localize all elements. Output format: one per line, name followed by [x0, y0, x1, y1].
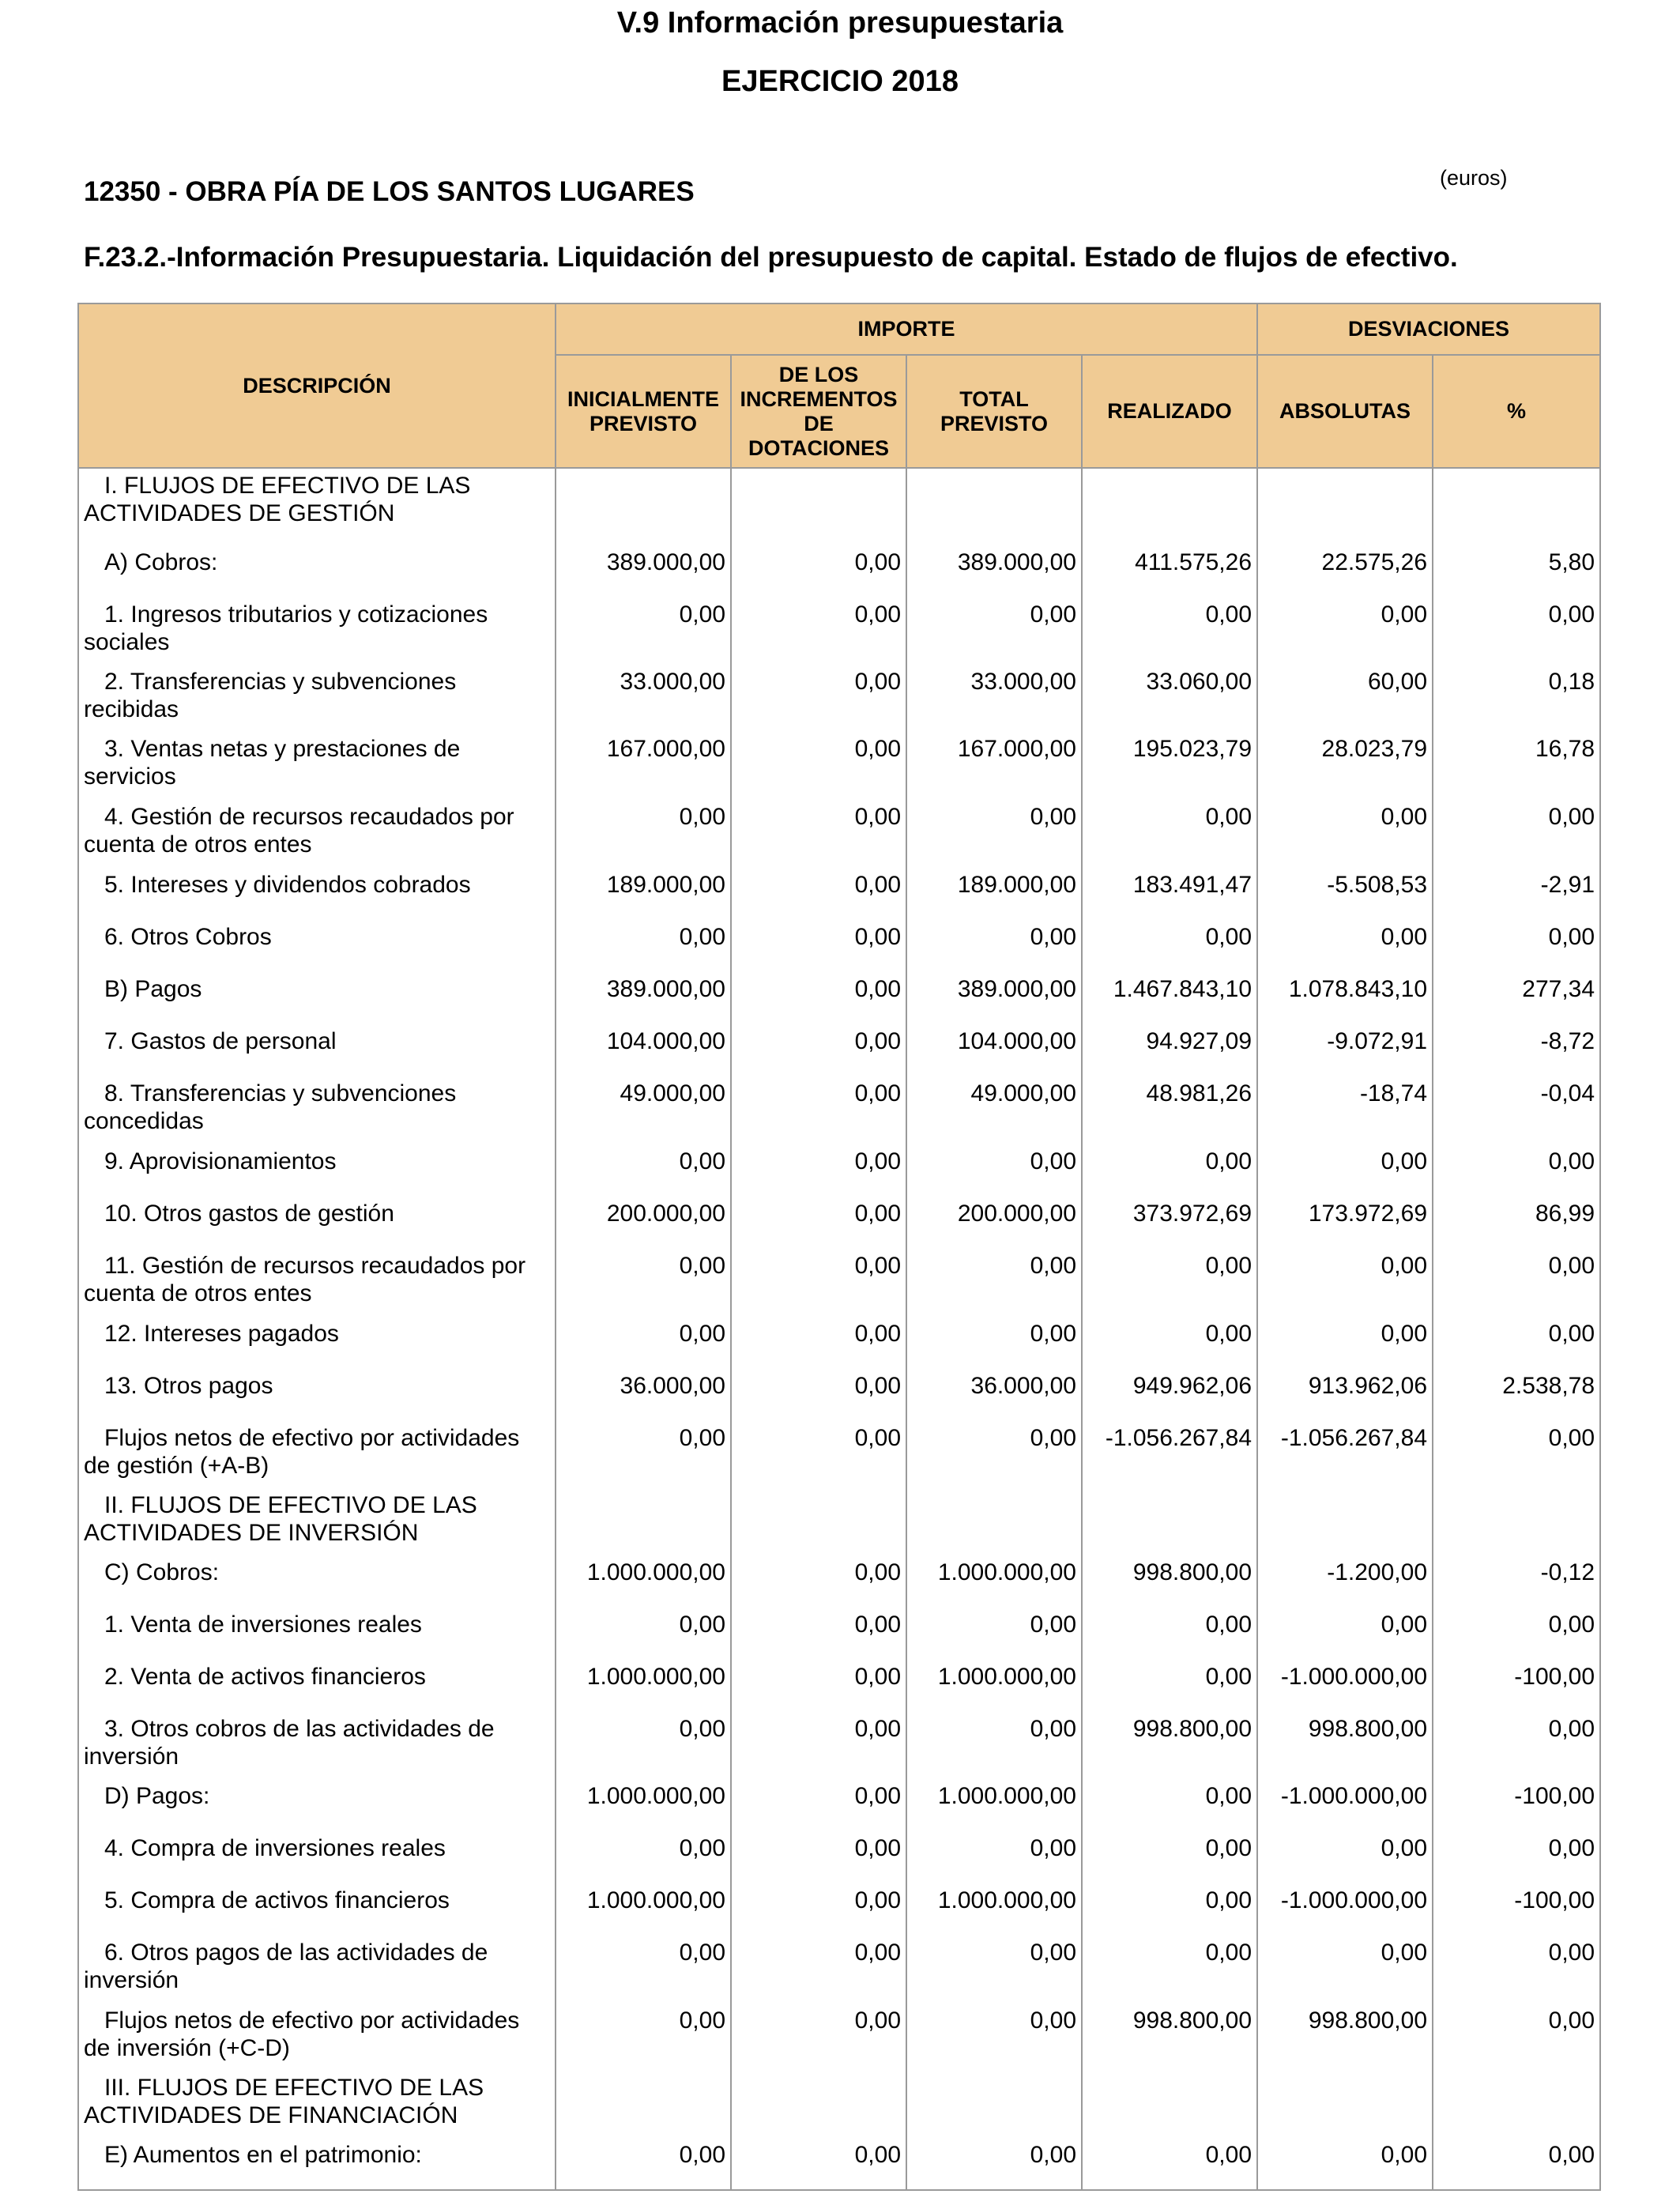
cell-porcentaje — [1433, 2071, 1600, 2138]
row-description: D) Pagos: — [78, 1779, 556, 1831]
cell-porcentaje: 5,80 — [1433, 545, 1600, 598]
cell-absolutas: -18,74 — [1257, 1076, 1433, 1144]
cell-absolutas: 0,00 — [1257, 1249, 1433, 1317]
row-description: 5. Compra de activos financieros — [78, 1883, 556, 1936]
table-row — [78, 2071, 1600, 2138]
cell-porcentaje: 0,00 — [1433, 2138, 1600, 2190]
cell-realizado: 0,00 — [1082, 1779, 1257, 1831]
cell-porcentaje: 277,34 — [1433, 972, 1600, 1024]
cell-inicialmente-previsto: 167.000,00 — [556, 732, 731, 800]
cell-inicialmente-previsto: 200.000,00 — [556, 1197, 731, 1249]
table-row — [78, 1024, 1600, 1076]
cell-incrementos-dotaciones: 0,00 — [731, 1831, 906, 1883]
row-description: Flujos netos de efectivo por actividades de gestión (+A-B) — [78, 1421, 556, 1488]
header-importe: IMPORTE — [556, 303, 1257, 355]
cell-realizado: 0,00 — [1082, 1249, 1257, 1317]
cell-absolutas — [1257, 2071, 1433, 2138]
cell-total-previsto: 0,00 — [906, 1317, 1082, 1369]
cell-total-previsto: 0,00 — [906, 2138, 1082, 2190]
page-title: V.9 Información presupuestaria — [616, 6, 1064, 40]
table-row — [78, 1779, 1600, 1831]
cell-realizado: 33.060,00 — [1082, 665, 1257, 732]
cell-porcentaje: 0,00 — [1433, 1249, 1600, 1317]
cell-absolutas — [1257, 468, 1433, 545]
cell-total-previsto: 0,00 — [906, 1712, 1082, 1779]
cell-total-previsto: 1.000.000,00 — [906, 1779, 1082, 1831]
table-row — [78, 972, 1600, 1024]
cell-inicialmente-previsto: 0,00 — [556, 1608, 731, 1660]
cell-total-previsto — [906, 1488, 1082, 1555]
cell-absolutas: 0,00 — [1257, 598, 1433, 665]
cell-incrementos-dotaciones: 0,00 — [731, 1317, 906, 1369]
cell-inicialmente-previsto: 0,00 — [556, 1317, 731, 1369]
cell-incrementos-dotaciones: 0,00 — [731, 2004, 906, 2071]
cell-inicialmente-previsto: 33.000,00 — [556, 665, 731, 732]
table-row — [78, 2138, 1600, 2190]
row-description: 3. Otros cobros de las actividades de inversión — [78, 1712, 556, 1779]
cell-incrementos-dotaciones: 0,00 — [731, 1660, 906, 1712]
cell-incrementos-dotaciones: 0,00 — [731, 1369, 906, 1421]
cell-total-previsto: 104.000,00 — [906, 1024, 1082, 1076]
table-row — [78, 1831, 1600, 1883]
cell-porcentaje: -0,12 — [1433, 1555, 1600, 1608]
row-description: 4. Gestión de recursos recaudados por cuenta de otros entes — [78, 800, 556, 868]
cell-inicialmente-previsto: 0,00 — [556, 598, 731, 665]
cell-inicialmente-previsto — [556, 1488, 731, 1555]
cell-inicialmente-previsto: 0,00 — [556, 1831, 731, 1883]
cell-total-previsto: 49.000,00 — [906, 1076, 1082, 1144]
cell-inicialmente-previsto: 1.000.000,00 — [556, 1555, 731, 1608]
table-row — [78, 1369, 1600, 1421]
cell-incrementos-dotaciones: 0,00 — [731, 1555, 906, 1608]
cash-flow-table-container — [77, 303, 1599, 2191]
cell-absolutas: 0,00 — [1257, 2138, 1433, 2190]
cell-realizado — [1082, 468, 1257, 545]
cell-porcentaje: -0,04 — [1433, 1076, 1600, 1144]
cell-realizado: -1.056.267,84 — [1082, 1421, 1257, 1488]
table-row — [78, 1883, 1600, 1936]
cash-flow-table — [77, 303, 1601, 2191]
row-description: B) Pagos — [78, 972, 556, 1024]
row-description: 9. Aprovisionamientos — [78, 1144, 556, 1197]
cell-incrementos-dotaciones: 0,00 — [731, 1936, 906, 2004]
table-body — [78, 468, 1600, 2190]
cell-realizado: 195.023,79 — [1082, 732, 1257, 800]
cell-realizado: 0,00 — [1082, 1831, 1257, 1883]
row-description: 11. Gestión de recursos recaudados por cuenta de otros entes — [78, 1249, 556, 1317]
cell-total-previsto: 0,00 — [906, 1831, 1082, 1883]
cell-inicialmente-previsto: 1.000.000,00 — [556, 1779, 731, 1831]
cell-porcentaje: 0,00 — [1433, 1144, 1600, 1197]
row-description: 5. Intereses y dividendos cobrados — [78, 868, 556, 920]
cell-total-previsto: 1.000.000,00 — [906, 1660, 1082, 1712]
cell-absolutas: 913.962,06 — [1257, 1369, 1433, 1421]
table-row — [78, 545, 1600, 598]
cell-incrementos-dotaciones: 0,00 — [731, 920, 906, 972]
cell-absolutas — [1257, 1488, 1433, 1555]
row-description: 2. Venta de activos financieros — [78, 1660, 556, 1712]
entity-name: 12350 - OBRA PÍA DE LOS SANTOS LUGARES — [84, 176, 695, 207]
table-row — [78, 1608, 1600, 1660]
cell-inicialmente-previsto: 1.000.000,00 — [556, 1660, 731, 1712]
row-description: 6. Otros Cobros — [78, 920, 556, 972]
cell-inicialmente-previsto: 0,00 — [556, 1249, 731, 1317]
cell-total-previsto: 167.000,00 — [906, 732, 1082, 800]
header-inicialmente-previsto: INICIALMENTE PREVISTO — [556, 355, 731, 468]
cell-inicialmente-previsto: 189.000,00 — [556, 868, 731, 920]
cell-inicialmente-previsto: 1.000.000,00 — [556, 1883, 731, 1936]
table-row — [78, 868, 1600, 920]
cell-incrementos-dotaciones: 0,00 — [731, 1076, 906, 1144]
cell-porcentaje: -100,00 — [1433, 1883, 1600, 1936]
cell-porcentaje: 0,00 — [1433, 598, 1600, 665]
table-row — [78, 1249, 1600, 1317]
table-row — [78, 732, 1600, 800]
cell-porcentaje: 0,18 — [1433, 665, 1600, 732]
cell-incrementos-dotaciones: 0,00 — [731, 1024, 906, 1076]
cell-inicialmente-previsto: 0,00 — [556, 1421, 731, 1488]
table-row — [78, 468, 1600, 545]
cell-total-previsto — [906, 2071, 1082, 2138]
cell-incrementos-dotaciones: 0,00 — [731, 545, 906, 598]
table-row — [78, 1555, 1600, 1608]
table-row — [78, 1936, 1600, 2004]
cell-incrementos-dotaciones: 0,00 — [731, 1421, 906, 1488]
cell-realizado: 411.575,26 — [1082, 545, 1257, 598]
cell-realizado: 0,00 — [1082, 1936, 1257, 2004]
cell-realizado: 998.800,00 — [1082, 1555, 1257, 1608]
cell-porcentaje: -100,00 — [1433, 1779, 1600, 1831]
table-row — [78, 1660, 1600, 1712]
row-description: C) Cobros: — [78, 1555, 556, 1608]
cell-absolutas: 60,00 — [1257, 665, 1433, 732]
row-description: II. FLUJOS DE EFECTIVO DE LAS ACTIVIDADES DE INVERSIÓN — [78, 1488, 556, 1555]
cell-absolutas: 0,00 — [1257, 1936, 1433, 2004]
cell-inicialmente-previsto: 36.000,00 — [556, 1369, 731, 1421]
cell-inicialmente-previsto: 0,00 — [556, 1144, 731, 1197]
cell-incrementos-dotaciones: 0,00 — [731, 732, 906, 800]
cell-incrementos-dotaciones: 0,00 — [731, 972, 906, 1024]
cell-inicialmente-previsto: 389.000,00 — [556, 972, 731, 1024]
cell-realizado: 949.962,06 — [1082, 1369, 1257, 1421]
table-row — [78, 920, 1600, 972]
table-row — [78, 1488, 1600, 1555]
cell-total-previsto: 33.000,00 — [906, 665, 1082, 732]
cell-realizado: 0,00 — [1082, 1144, 1257, 1197]
cell-incrementos-dotaciones — [731, 468, 906, 545]
cell-incrementos-dotaciones — [731, 1488, 906, 1555]
row-description: 2. Transferencias y subvenciones recibidas — [78, 665, 556, 732]
cell-realizado: 0,00 — [1082, 2138, 1257, 2190]
cell-porcentaje: -2,91 — [1433, 868, 1600, 920]
cell-inicialmente-previsto: 0,00 — [556, 2138, 731, 2190]
table-row — [78, 598, 1600, 665]
row-description: Flujos netos de efectivo por actividades de inversión (+C-D) — [78, 2004, 556, 2071]
row-description: 4. Compra de inversiones reales — [78, 1831, 556, 1883]
cell-total-previsto: 0,00 — [906, 1936, 1082, 2004]
cell-absolutas: 0,00 — [1257, 920, 1433, 972]
row-description: 10. Otros gastos de gestión — [78, 1197, 556, 1249]
header-incrementos-dotaciones: DE LOS INCREMENTOS DE DOTACIONES — [731, 355, 906, 468]
cell-inicialmente-previsto: 0,00 — [556, 920, 731, 972]
cell-inicialmente-previsto — [556, 468, 731, 545]
cell-porcentaje: 16,78 — [1433, 732, 1600, 800]
cell-total-previsto: 0,00 — [906, 800, 1082, 868]
cell-inicialmente-previsto: 0,00 — [556, 800, 731, 868]
cell-porcentaje: -100,00 — [1433, 1660, 1600, 1712]
cell-porcentaje: 0,00 — [1433, 1608, 1600, 1660]
table-row — [78, 1317, 1600, 1369]
cell-porcentaje — [1433, 468, 1600, 545]
cell-realizado: 0,00 — [1082, 1317, 1257, 1369]
cell-absolutas: -1.000.000,00 — [1257, 1883, 1433, 1936]
row-description: 8. Transferencias y subvenciones concedidas — [78, 1076, 556, 1144]
table-row — [78, 1076, 1600, 1144]
cell-incrementos-dotaciones — [731, 2071, 906, 2138]
table-row — [78, 1712, 1600, 1779]
table-row — [78, 1144, 1600, 1197]
row-description: 1. Venta de inversiones reales — [78, 1608, 556, 1660]
cell-absolutas: 0,00 — [1257, 1831, 1433, 1883]
cell-total-previsto: 200.000,00 — [906, 1197, 1082, 1249]
table-row — [78, 1197, 1600, 1249]
row-description: 6. Otros pagos de las actividades de inversión — [78, 1936, 556, 2004]
cell-realizado: 0,00 — [1082, 1883, 1257, 1936]
table-row — [78, 2004, 1600, 2071]
cell-realizado: 998.800,00 — [1082, 1712, 1257, 1779]
cell-absolutas: -1.200,00 — [1257, 1555, 1433, 1608]
cell-incrementos-dotaciones: 0,00 — [731, 1779, 906, 1831]
cell-absolutas: -5.508,53 — [1257, 868, 1433, 920]
header-absolutas: ABSOLUTAS — [1257, 355, 1433, 468]
cell-porcentaje: 0,00 — [1433, 800, 1600, 868]
section-title: F.23.2.-Información Presupuestaria. Liquidación del presupuesto de capital. Estado de flujos de efectivo. — [84, 242, 1458, 273]
cell-total-previsto: 189.000,00 — [906, 868, 1082, 920]
cell-total-previsto: 1.000.000,00 — [906, 1883, 1082, 1936]
table-row — [78, 665, 1600, 732]
table-row — [78, 800, 1600, 868]
cell-total-previsto: 0,00 — [906, 1608, 1082, 1660]
cell-incrementos-dotaciones: 0,00 — [731, 868, 906, 920]
cell-realizado: 998.800,00 — [1082, 2004, 1257, 2071]
header-realizado: REALIZADO — [1082, 355, 1257, 468]
cell-realizado: 0,00 — [1082, 920, 1257, 972]
cell-absolutas: 173.972,69 — [1257, 1197, 1433, 1249]
cell-inicialmente-previsto — [556, 2071, 731, 2138]
cell-total-previsto: 0,00 — [906, 2004, 1082, 2071]
cell-absolutas: 0,00 — [1257, 1608, 1433, 1660]
cell-incrementos-dotaciones: 0,00 — [731, 800, 906, 868]
cell-inicialmente-previsto: 0,00 — [556, 2004, 731, 2071]
cell-realizado: 48.981,26 — [1082, 1076, 1257, 1144]
cell-total-previsto: 0,00 — [906, 1144, 1082, 1197]
cell-incrementos-dotaciones: 0,00 — [731, 1197, 906, 1249]
cell-porcentaje: 0,00 — [1433, 1421, 1600, 1488]
cell-realizado: 1.467.843,10 — [1082, 972, 1257, 1024]
cell-absolutas: 28.023,79 — [1257, 732, 1433, 800]
table-row — [78, 1421, 1600, 1488]
cell-inicialmente-previsto: 0,00 — [556, 1712, 731, 1779]
row-description: 13. Otros pagos — [78, 1369, 556, 1421]
cell-porcentaje: 0,00 — [1433, 1831, 1600, 1883]
row-description: E) Aumentos en el patrimonio: — [78, 2138, 556, 2190]
row-description: I. FLUJOS DE EFECTIVO DE LAS ACTIVIDADES DE GESTIÓN — [78, 468, 556, 545]
cell-realizado: 0,00 — [1082, 1608, 1257, 1660]
cell-porcentaje: 0,00 — [1433, 1712, 1600, 1779]
header-desviaciones: DESVIACIONES — [1257, 303, 1600, 355]
cell-porcentaje: 0,00 — [1433, 920, 1600, 972]
cell-absolutas: -1.056.267,84 — [1257, 1421, 1433, 1488]
row-description: 3. Ventas netas y prestaciones de servicios — [78, 732, 556, 800]
cell-porcentaje: 86,99 — [1433, 1197, 1600, 1249]
cell-total-previsto: 0,00 — [906, 1249, 1082, 1317]
header-total-previsto: TOTAL PREVISTO — [906, 355, 1082, 468]
cell-total-previsto: 0,00 — [906, 598, 1082, 665]
cell-inicialmente-previsto: 0,00 — [556, 1936, 731, 2004]
row-description: III. FLUJOS DE EFECTIVO DE LAS ACTIVIDADES DE FINANCIACIÓN — [78, 2071, 556, 2138]
cell-absolutas: 0,00 — [1257, 1317, 1433, 1369]
cell-total-previsto: 1.000.000,00 — [906, 1555, 1082, 1608]
row-description: 12. Intereses pagados — [78, 1317, 556, 1369]
cell-realizado — [1082, 1488, 1257, 1555]
cell-incrementos-dotaciones: 0,00 — [731, 1608, 906, 1660]
cell-realizado: 183.491,47 — [1082, 868, 1257, 920]
cell-porcentaje: 2.538,78 — [1433, 1369, 1600, 1421]
cell-realizado: 0,00 — [1082, 598, 1257, 665]
currency-units: (euros) — [1440, 166, 1508, 190]
cell-porcentaje: -8,72 — [1433, 1024, 1600, 1076]
cell-incrementos-dotaciones: 0,00 — [731, 2138, 906, 2190]
cell-absolutas: -1.000.000,00 — [1257, 1779, 1433, 1831]
cell-absolutas: -1.000.000,00 — [1257, 1660, 1433, 1712]
cell-inicialmente-previsto: 104.000,00 — [556, 1024, 731, 1076]
cell-realizado: 373.972,69 — [1082, 1197, 1257, 1249]
cell-incrementos-dotaciones: 0,00 — [731, 1712, 906, 1779]
cell-realizado: 0,00 — [1082, 1660, 1257, 1712]
cell-incrementos-dotaciones: 0,00 — [731, 1249, 906, 1317]
cell-incrementos-dotaciones: 0,00 — [731, 1144, 906, 1197]
cell-porcentaje: 0,00 — [1433, 1317, 1600, 1369]
row-description: 7. Gastos de personal — [78, 1024, 556, 1076]
header-porcentaje: % — [1433, 355, 1600, 468]
cell-absolutas: -9.072,91 — [1257, 1024, 1433, 1076]
cell-total-previsto: 36.000,00 — [906, 1369, 1082, 1421]
cell-absolutas: 1.078.843,10 — [1257, 972, 1433, 1024]
cell-absolutas: 998.800,00 — [1257, 2004, 1433, 2071]
cell-porcentaje: 0,00 — [1433, 1936, 1600, 2004]
row-description: 1. Ingresos tributarios y cotizaciones sociales — [78, 598, 556, 665]
cell-total-previsto: 389.000,00 — [906, 972, 1082, 1024]
fiscal-year: EJERCICIO 2018 — [721, 65, 959, 98]
cell-realizado — [1082, 2071, 1257, 2138]
cell-realizado: 0,00 — [1082, 800, 1257, 868]
cell-total-previsto: 0,00 — [906, 920, 1082, 972]
cell-absolutas: 998.800,00 — [1257, 1712, 1433, 1779]
cell-porcentaje — [1433, 1488, 1600, 1555]
cell-total-previsto: 0,00 — [906, 1421, 1082, 1488]
header-descripcion: DESCRIPCIÓN — [78, 303, 556, 468]
cell-incrementos-dotaciones: 0,00 — [731, 1883, 906, 1936]
cell-absolutas: 0,00 — [1257, 1144, 1433, 1197]
cell-incrementos-dotaciones: 0,00 — [731, 598, 906, 665]
cell-absolutas: 0,00 — [1257, 800, 1433, 868]
cell-total-previsto: 389.000,00 — [906, 545, 1082, 598]
cell-inicialmente-previsto: 389.000,00 — [556, 545, 731, 598]
row-description: A) Cobros: — [78, 545, 556, 598]
cell-incrementos-dotaciones: 0,00 — [731, 665, 906, 732]
cell-inicialmente-previsto: 49.000,00 — [556, 1076, 731, 1144]
cell-absolutas: 22.575,26 — [1257, 545, 1433, 598]
cell-porcentaje: 0,00 — [1433, 2004, 1600, 2071]
cell-total-previsto — [906, 468, 1082, 545]
cell-realizado: 94.927,09 — [1082, 1024, 1257, 1076]
